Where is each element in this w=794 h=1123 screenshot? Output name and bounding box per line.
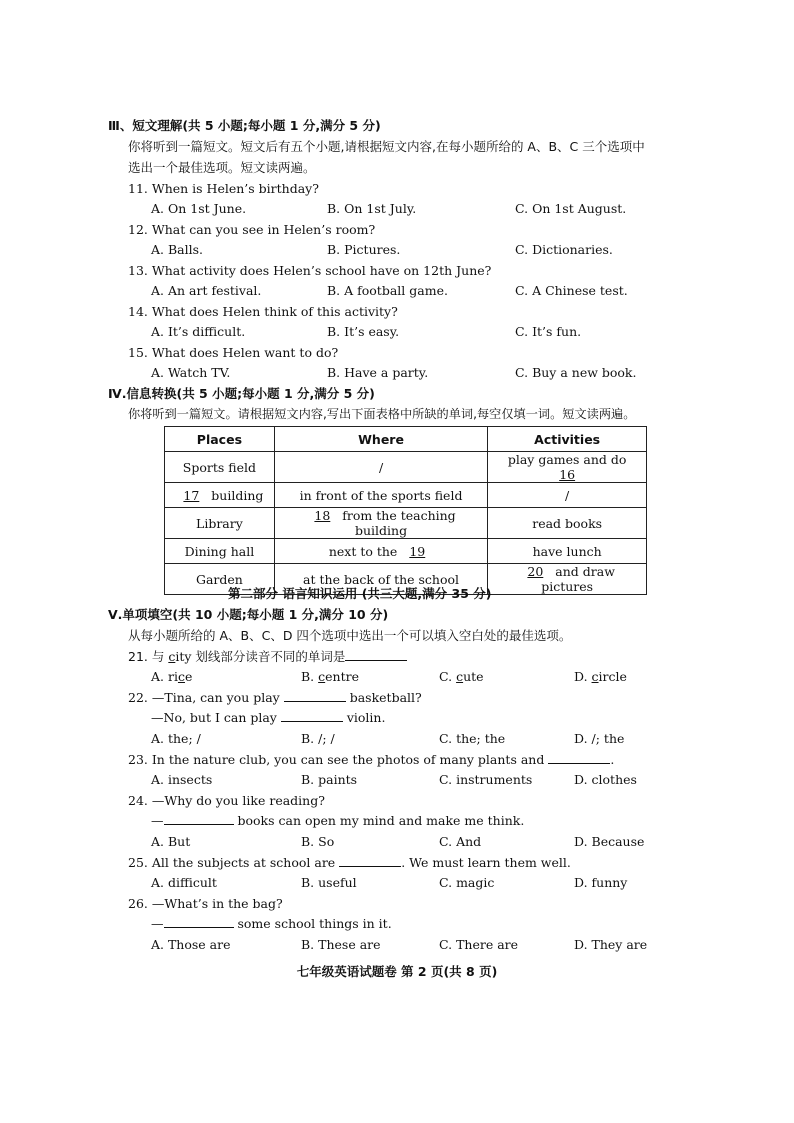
q21-option-a: A. rice: [151, 669, 193, 684]
q22-option-c: C. the; the: [439, 731, 506, 746]
q22-option-b: B. /; /: [301, 731, 335, 746]
cell-where: in front of the sports field: [274, 483, 487, 508]
cell-place: Garden: [165, 564, 275, 595]
cell-activity: read books: [488, 508, 647, 539]
header-where: Where: [274, 427, 487, 452]
blank-17[interactable]: 17: [183, 487, 200, 503]
blank-20[interactable]: 20: [527, 564, 544, 579]
q12-option-a: A. Balls.: [151, 242, 203, 257]
question-24-line1: 24. —Why do you like reading?: [128, 793, 325, 808]
where-text: from the teaching building: [342, 508, 456, 538]
section-4-heading: Ⅳ.信息转换(共 5 小题;每小题 1 分,满分 5 分): [108, 386, 375, 401]
q24-option-a: A. But: [151, 834, 191, 849]
cell-where: [274, 539, 487, 564]
q25-option-d: D. funny: [574, 875, 628, 890]
q24-option-b: B. So: [301, 834, 335, 849]
table-row: [165, 452, 647, 483]
q15-option-a: A. Watch TV.: [151, 365, 231, 380]
q25-option-b: B. useful: [301, 875, 357, 890]
q12-option-b: B. Pictures.: [327, 242, 401, 257]
q25-option-a: A. difficult: [151, 875, 217, 890]
place-text: building: [211, 487, 264, 503]
cell-place: Library: [165, 508, 275, 539]
q23-option-d: D. clothes: [574, 772, 637, 787]
question-15: 15. What does Helen want to do?: [128, 345, 339, 360]
q26-option-a: A. Those are: [151, 937, 231, 952]
question-22-line2: —No, but I can play violin.: [151, 710, 386, 725]
answer-blank[interactable]: [345, 648, 407, 661]
cell-place: Sports field: [165, 452, 275, 483]
cell-activity: /: [488, 483, 647, 508]
q21-prefix: 21. 与: [128, 649, 169, 664]
table-row: [165, 539, 647, 564]
q25-option-c: C. magic: [439, 875, 495, 890]
question-14: 14. What does Helen think of this activity?: [128, 304, 398, 319]
q11-option-b: B. On 1st July.: [327, 201, 417, 216]
blank-16[interactable]: 16: [559, 467, 576, 482]
activity-text: play games and do: [507, 452, 627, 467]
q21-underlined: c: [168, 649, 176, 664]
q14-option-b: B. It’s easy.: [327, 324, 400, 339]
answer-blank[interactable]: [548, 751, 610, 764]
question-13: 13. What activity does Helen’s school have on 12th June?: [128, 263, 492, 278]
q13-option-c: C. A Chinese test.: [515, 283, 628, 298]
answer-blank[interactable]: [164, 812, 234, 825]
cell-where: [274, 508, 487, 539]
header-places: Places: [165, 427, 275, 452]
q21-word-rest: ity: [175, 649, 192, 664]
q23-option-c: C. instruments: [439, 772, 533, 787]
q23-option-a: A. insects: [151, 772, 213, 787]
section-3-heading: Ⅲ、短文理解(共 5 小题;每小题 1 分,满分 5 分): [108, 118, 381, 133]
cell-where: /: [274, 452, 487, 483]
q21-option-c: C. cute: [439, 669, 484, 684]
question-23: 23. In the nature club, you can see the photos of many plants and .: [128, 752, 615, 767]
q26-option-d: D. They are: [574, 937, 648, 952]
q11-option-c: C. On 1st August.: [515, 201, 627, 216]
table-row: [165, 483, 647, 508]
question-25: 25. All the subjects at school are . We must learn them well.: [128, 855, 571, 870]
q13-option-b: B. A football game.: [327, 283, 448, 298]
section-3-instructions-line2: 选出一个最佳选项。短文读两遍。: [128, 160, 316, 175]
q14-option-a: A. It’s difficult.: [151, 324, 246, 339]
q15-option-c: C. Buy a new book.: [515, 365, 637, 380]
page-footer: 七年级英语试题卷 第 2 页(共 8 页): [296, 964, 498, 979]
section-5-instructions: 从每小题所给的 A、B、C、D 四个选项中选出一个可以填入空白处的最佳选项。: [128, 628, 572, 643]
question-26-line2: — some school things in it.: [151, 916, 392, 931]
q23-option-b: B. paints: [301, 772, 358, 787]
where-text: next to the: [328, 543, 398, 559]
q14-option-c: C. It’s fun.: [515, 324, 582, 339]
question-26-line1: 26. —What’s in the bag?: [128, 896, 283, 911]
answer-blank[interactable]: [164, 915, 234, 928]
question-21: [128, 648, 407, 666]
cell-activity: [488, 564, 647, 595]
blank-18[interactable]: 18: [314, 508, 331, 523]
q21-suffix: 划线部分读音不同的单词是: [191, 649, 346, 664]
table-header-row: [165, 427, 647, 452]
q24-option-d: D. Because: [574, 834, 645, 849]
info-table: [164, 426, 647, 595]
answer-blank[interactable]: [281, 709, 343, 722]
part-2-heading: 第二部分 语言知识运用 (共三大题,满分 35 分): [228, 586, 492, 601]
cell-where: at the back of the school: [274, 564, 487, 595]
q13-option-a: A. An art festival.: [151, 283, 262, 298]
question-12: 12. What can you see in Helen’s room?: [128, 222, 376, 237]
q26-option-b: B. These are: [301, 937, 381, 952]
cell-activity: [488, 452, 647, 483]
section-3-instructions-line1: 你将听到一篇短文。短文后有五个小题,请根据短文内容,在每小题所给的 A、B、C 三个选项中: [128, 139, 645, 154]
q11-option-a: A. On 1st June.: [151, 201, 247, 216]
cell-activity: have lunch: [488, 539, 647, 564]
q24-option-c: C. And: [439, 834, 482, 849]
q12-option-c: C. Dictionaries.: [515, 242, 613, 257]
q22-option-d: D. /; the: [574, 731, 625, 746]
blank-19[interactable]: 19: [409, 543, 426, 559]
q26-option-c: C. There are: [439, 937, 519, 952]
table-row: [165, 508, 647, 539]
activity-text: and draw pictures: [541, 564, 615, 594]
cell-place: [165, 483, 275, 508]
cell-place: Dining hall: [165, 539, 275, 564]
question-11: 11. When is Helen’s birthday?: [128, 181, 319, 196]
q15-option-b: B. Have a party.: [327, 365, 429, 380]
q21-option-d: D. circle: [574, 669, 627, 684]
question-22-line1: 22. —Tina, can you play basketball?: [128, 690, 422, 705]
q22-option-a: A. the; /: [151, 731, 201, 746]
answer-blank[interactable]: [339, 854, 401, 867]
section-4-instructions: 你将听到一篇短文。请根据短文内容,写出下面表格中所缺的单词,每空仅填一词。短文读两遍。: [128, 407, 636, 421]
header-activities: Activities: [488, 427, 647, 452]
question-24-line2: — books can open my mind and make me think.: [151, 813, 525, 828]
q21-option-b: B. centre: [301, 669, 360, 684]
section-5-heading: Ⅴ.单项填空(共 10 小题;每小题 1 分,满分 10 分): [108, 607, 389, 622]
answer-blank[interactable]: [284, 689, 346, 702]
